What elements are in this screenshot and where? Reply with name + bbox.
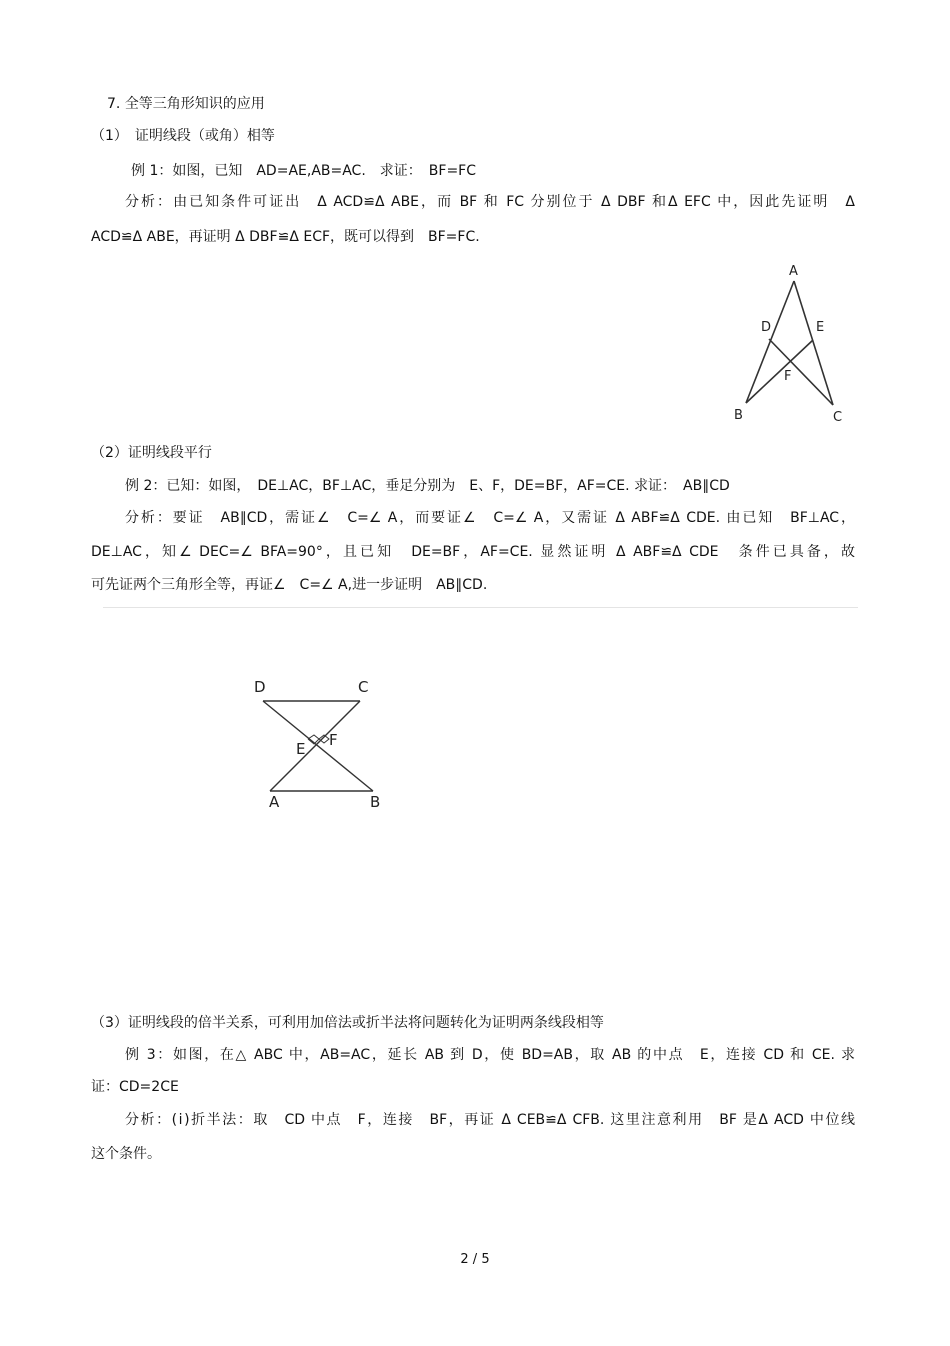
vertex-label-a: A [789,264,798,279]
analysis3-line2: 这个条件。 [91,1146,161,1162]
vertex-label-f: F [784,369,792,384]
vertex-label-f: F [329,731,338,749]
part1-heading: （1） 证明线段（或角）相等 [91,128,275,144]
figure-example1 [726,258,856,428]
figure-example2 [240,670,400,820]
example3-line2: 证：CD=2CE [91,1079,179,1095]
analysis1-line2: ACD≌Δ ABE，再证明 Δ DBF≌Δ ECF，既可以得到 BF=FC. [91,229,480,245]
section-title-text: 全等三角形知识的应用 [124,96,265,112]
divider [103,607,858,608]
vertex-label-c: C [833,410,843,425]
vertex-label-d: D [254,678,266,696]
vertex-label-e: E [816,320,825,335]
example3-line1: 例 3：如图，在△ ABC 中，AB=AC，延长 AB 到 D，使 BD=AB，取 AB 的中点 E，连接 CD 和 CE. 求 [125,1047,855,1063]
vertex-label-b: B [370,793,381,811]
analysis1-line1: 分析：由已知条件可证出 Δ ACD≌Δ ABE，而 BF 和 FC 分别位于 Δ DBF 和Δ EFC 中，因此先证明 Δ [125,194,855,210]
page-number: 2 / 5 [460,1252,490,1267]
section-number: 7. [107,96,121,112]
line-AB [746,281,794,403]
line-AC [794,281,833,405]
vertex-label-b: B [734,408,743,423]
vertex-label-d: D [761,320,772,335]
part3-heading: （3）证明线段的倍半关系，可利用加倍法或折半法将问题转化为证明两条线段相等 [91,1015,604,1031]
vertex-label-e: E [296,740,306,758]
line-CA [270,701,360,791]
example1-text: 例 1：如图，已知 AD=AE,AB=AC. 求证： BF=FC [131,163,477,179]
analysis2-line3: 可先证两个三角形全等，再证∠ C=∠ A,进一步证明 AB∥CD. [91,577,488,593]
analysis3-line1: 分析：(ⅰ)折半法：取 CD 中点 F，连接 BF，再证 Δ CEB≌Δ CFB. 这里注意利用 BF 是Δ ACD 中位线 [125,1112,855,1128]
part2-heading: （2）证明线段平行 [91,445,212,461]
analysis2-line2: DE⊥AC，知∠ DEC=∠ BFA=90°，且已知 DE=BF，AF=CE. 显然证明 Δ ABF≌Δ CDE 条件已具备，故 [91,544,855,560]
section-title [107,94,265,114]
vertex-label-a: A [269,793,280,811]
line-DB [263,701,373,791]
analysis2-line1: 分析：要证 AB∥CD，需证∠ C=∠ A，而要证∠ C=∠ A，又需证 Δ ABF≌Δ CDE. 由已知 BF⊥AC， [125,510,855,526]
vertex-label-c: C [358,678,369,696]
example2-text: 例 2：已知：如图， DE⊥AC，BF⊥AC，垂足分别为 E、F，DE=BF，AF=CE. 求证： AB∥CD [125,478,730,494]
